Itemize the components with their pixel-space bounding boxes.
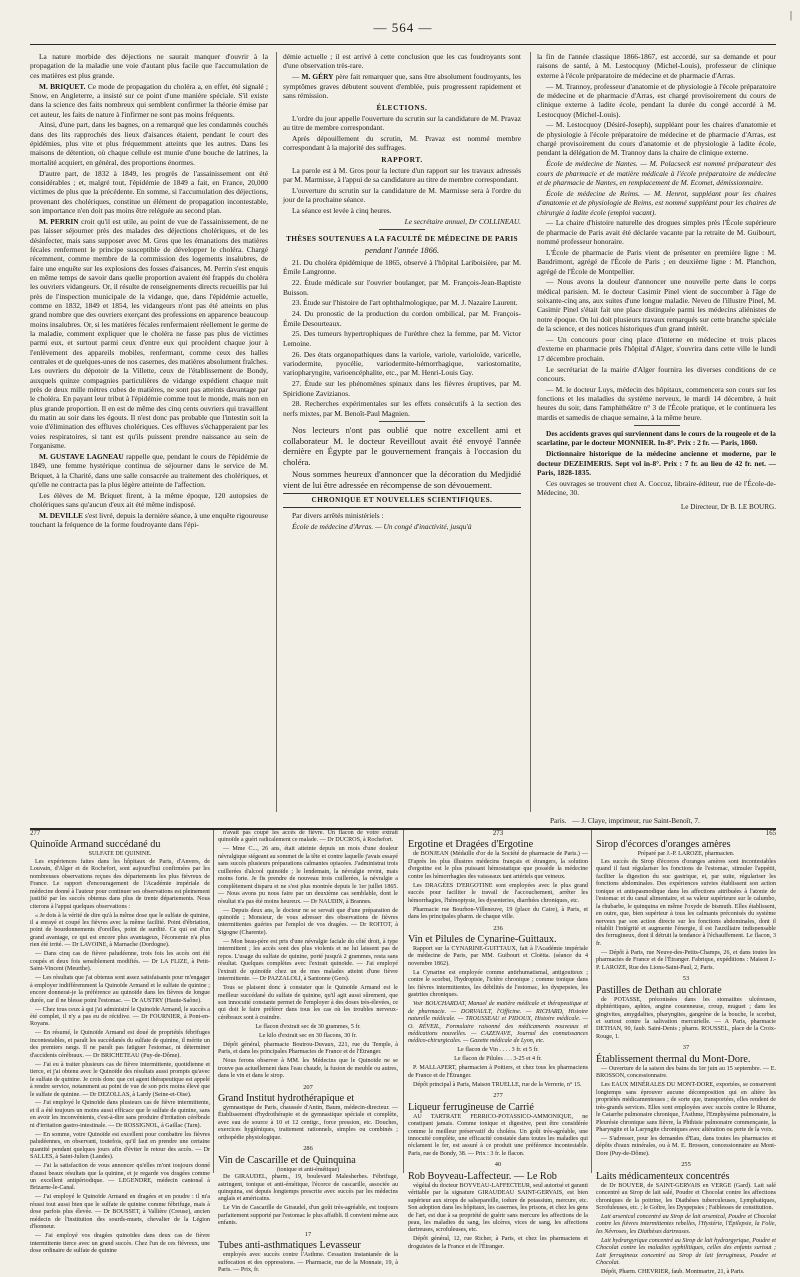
ad-text: — J'ai employé vos dragées quinoïdes dans deux cas de fièvre intermittente tierce avec un grand succès. Chez l'un de ces fiévreux, une dose ordinaire de sulfate de quinine: [30, 1233, 210, 1255]
ad-text: Dépôt général, 12, rue Richer, à Paris, et chez les pharmaciens et droguistes de la France et de l'Étranger.: [408, 1236, 588, 1250]
notice-paragraph: Nos lecteurs n'ont pas oublié que notre excellent ami et collaborateur M. le docteur Reveillout avait été envoyé l'année dernière en Égypte par le gouvernement français à l'occasion du choléra.: [283, 425, 521, 467]
ad-text: AU TARTRATE FERRICO-POTASSICO-AMMONIQUE, ne constipant jamais. Comme tonique et digestive, peut être considérée comme le meilleur préservatif du choléra. Un goût très-agréable, une innocuité complète, une efficacité constatée dans toutes les maladies qui réclament le fer, est assuré à ce produit une préférence incontestable. Paris, rue de Bondy, 38. — Prix : 3 fr. le flacon.: [408, 1113, 588, 1157]
imprint-city: Paris.: [550, 816, 567, 825]
book-notice: Dictionnaire historique de la médecine ancienne et moderne, par le docteur DEZEIMERIS. Sept vol in-8°. Prix : 7 fr. au lieu de 42 fr. net. — Paris, 1828-1835.: [537, 449, 776, 477]
ad-text: — Dépôt à Paris, rue Neuve-des-Petits-Champs, 26, et dans toutes les pharmacies de France et de l'Étranger. Fabrique, expéditions : Maison J.-P. LAROZE, Rue des Lions-Saint-Paul, 2, Paris.: [596, 949, 776, 971]
ad-column-2: [218, 830, 398, 1274]
paragraph: École de médecine de Reims. — M. Henrot, suppléant pour les chaires d'anatomie et de physiologie de Reims, est nommé suppléant pour les chaires de chirurgie à ladite école (emploi vacant).: [537, 188, 776, 217]
ad-number: 40: [494, 1161, 502, 1169]
ad-text: Le Vin de Cascarille de Giraudel, d'un goût très-agréable, est toujours parfaitement supporté par l'estomac le plus affaibli. Il convient même aux enfants.: [218, 1205, 398, 1227]
ad-price: Le flacon d'extrait sec de 30 grammes, 5 fr.: [255, 1023, 361, 1030]
ad-subtitle: (tonique et anti-émétique): [276, 1166, 340, 1173]
ad-laits-medicamenteux: [596, 1161, 776, 1276]
ad-text: Dépôt principal à Paris, Maison TRUELLE, rue de la Verrerie, n° 15.: [413, 1081, 582, 1088]
paragraph: Ces ouvrages se trouvent chez A. Coccoz, libraire-éditeur, rue de l'École-de-Médecine, 30.: [537, 478, 776, 498]
ad-price: Le kilo d'extrait sec en 30 flacons, 30 fr.: [259, 1032, 357, 1039]
ad-title: Laits médicamenteux concentrés: [596, 1170, 730, 1182]
ad-text: végétal du docteur BOYVEAU-LAFFECTEUR, seul autorisé et garanti véritable par la signature GIRAUDEAU SAINT-GERVAIS, est bien supérieur aux sirops de salsepareille, iodure de potassium, mercure, etc. Son adoption dans les hôpitaux, les casernes, les prisons, et chez les gens de l'art, est due à sa propriété de guérir sans mercure les affections de la peau, les maladies du sang, les ulcères, vices de sang, les affections dartreuses, scrofuleuses, etc.: [408, 1182, 588, 1234]
ad-text: Lait arsenical concentré au Sirop de lait arsenical, Poudre et Chocolat contre les fièvres intermittentes rebelles, l'Hystérie, l'Épilepsie, la Folie, les Névroses, les Diathèses dartreuses.: [596, 1214, 776, 1235]
imprint-text: — J. Claye, imprimeur, rue Saint-Benoît, 7.: [572, 816, 700, 825]
paragraph-text: rappelle que, pendant le cours de l'épidémie de 1849, une femme hystérique continua de séjourner dans le service de M. Briquet, à la Charité, dans une salle consacrée au traitement des cholériques, et qu'elle ne contracta pas la plus légère atteinte de l'affection.: [30, 451, 269, 489]
ad-text: — Ouverture de la saison des bains du 1er juin au 15 septembre. — E. BROSSON, concessionnaire.: [596, 1065, 776, 1080]
ad-rob-boyveau: [408, 1161, 588, 1251]
page-number: — 564 —: [373, 20, 433, 35]
header-rule: [30, 44, 776, 45]
ad-title: Quinoïde Armand succédané du: [30, 839, 161, 851]
ad-number: 207: [303, 1083, 313, 1091]
ad-column-4: [596, 830, 776, 1276]
thesis-entry: 28. Recherches expérimentales sur les effets consécutifs à la section des nerfs mixtes, par M. Benoît-Paul Magnien.: [283, 399, 521, 418]
paragraph-text: Ce mode de propagation du choléra a, en effet, été signalé ; Snow, en Angleterre, a insisté sur ce point d'une manière spéciale. S'il existe dans la science des faits nombreux qui semblent confirmer la théorie émise par cet auteur, les faits de nature à l'infirmer ne sont pas moins fréquents.: [30, 81, 268, 119]
section-subheading: pendant l'année 1866.: [364, 245, 440, 255]
paragraph: École de médecine de Nantes. — M. Polacseck est nommé préparateur des cours de pharmacie et de matière médicale à l'école préparatoire de médecine et de pharmacie de Nantes, en remplacement de M. Ecomet, démissionnaire.: [537, 159, 776, 187]
ad-quinoide-continued: [218, 830, 398, 1081]
paragraph: [30, 82, 268, 119]
paragraph: — M. Lestocquoy (Désiré-Joseph), suppléant pour les chaires d'anatomie et de physiologie à l'école préparatoire de médecine et de pharmacie d'Arras, est chargé provisoirement du cours d'anatomie et de physiologie à ladite école, pendant la délégation de M. Trannoy dans la chaire de clinique externe.: [537, 120, 776, 158]
ad-sirop-oranges: [596, 839, 776, 972]
ad-liqueur-carrie: [408, 1092, 588, 1158]
ad-subtitle: SULFATE DE QUININE.: [88, 851, 152, 858]
ad-text: Dépôt, Pharm. CHEVRIER, faub. Montmartre, 21, à Paris.: [601, 1269, 745, 1276]
ad-text: — S'adresser, pour les demandes d'Eau, dans toutes les pharmacies et dépôts d'eaux minérales, ou à M. E. Brosson, concessionnaire au Mont-Dore (Puy-de-Dôme).: [596, 1135, 776, 1157]
ad-title: Grand Institut hydrothérapique et: [218, 1092, 355, 1104]
ad-text: — J'ai employé le Quinoïde Armand en dragées et en poudre : il m'a réussi tout aussi bien que le sulfate de quinine comme fébrifuge, mais à dose parfois plus élevée. — Dr BOUSSET, à Vallière (Creuse), ancien médecin de l'institution des sourds-muets, chevalier de la Légion d'honneur.: [30, 1194, 210, 1231]
ad-title: Pastilles de Dethan au chlorate: [596, 984, 722, 996]
secretary-signature: Le secrétaire annuel, Dr COLLINEAU.: [404, 217, 521, 226]
paragraph: [30, 217, 268, 451]
column-3: [537, 52, 776, 812]
section-heading-chronique: CHRONIQUE ET NOUVELLES SCIENTIFIQUES.: [283, 493, 521, 508]
ad-text: Les DRAGÉES D'ERGOTINE sont employées avec le plus grand succès pour faciliter le travail de l'accouchement, arrêter les hémorrhagies, l'hémoptysie, les dysenteries, diarrhées chroniques, etc.: [408, 882, 588, 904]
ad-subtitle: Préparé par J.-P. LAROZE, pharmacien.: [637, 851, 735, 858]
paragraph: [30, 511, 268, 530]
paragraph: Le secrétariat de la mairie d'Alger fournira les diverses conditions de ce concours.: [537, 364, 776, 383]
paragraph: École de médecine d'Arras. — Un congé d'inactivité, jusqu'à: [292, 522, 472, 532]
ad-number: 37: [682, 1044, 690, 1052]
paragraph: [30, 452, 268, 489]
ad-title: Vin de Cascarille et de Quinquina: [218, 1154, 356, 1166]
thesis-entry: 21. Du choléra épidémique de 1865, observé à l'hôpital Lariboisière, par M. Émile Langronne.: [283, 258, 521, 277]
ad-text: Lait hydrargyrique concentré au Sirop de lait hydrargyrique, Poudre et Chocolat contre les maladies syphilitiques, celles des enfants surtout ; Lait ferrugineux concentré au Sirop de lait ferrugineux, Poudre et Chocolat.: [596, 1237, 776, 1267]
speaker-name: M. DEVILLE: [39, 511, 83, 520]
ad-text: — Chez tous ceux à qui j'ai administré le Quinoïde Armand, le succès a été complet, il n'y a pas eu de récidive. — Dr FOURNIER, à Pont-en-Royans.: [30, 1006, 210, 1028]
section-heading-rapport: RAPPORT.: [381, 155, 423, 165]
ad-ergotine: [408, 839, 588, 921]
paragraph: La nature morbide des déjections ne saurait manquer d'ouvrir à la propagation de la maladie une voie d'autant plus facile que l'accumulation de ces matières est plus grande.: [30, 52, 268, 80]
divider: [379, 229, 425, 230]
ad-text: Les succès du Sirop d'écorces d'oranges amères sont incontestables quand il faut régulariser les fonctions de l'estomac, stimuler l'appétit, faciliter la digestion du suc gastrique, et, par suite, régulariser les fonctions abdominales. Des expériences suivies établissent son action tonique et antispasmodique dans les affections attribuées à l'atonie de l'estomac et du canal alimentaire, et sa valeur supérieure sur le calumbo, la rhubarbe, le quinquina en même l'oxyde de bismuth. Elles établissent, en outre, que, bien supérieur à tous les calmants préconisés du système nerveux par son action directe sur les fonctions abdominales, dont il rétablit l'intégrité et augmente l'énergie, il est l'auxiliaire indispensable des ferrugineux, dont il détruit la tendance à l'échauffement. Le flacon, 3 fr.: [596, 858, 776, 947]
ad-quinoide-armand: [30, 839, 210, 1255]
running-head: [30, 10, 792, 40]
paragraph: L'ordre du jour appelle l'ouverture du scrutin sur la candidature de M. Pravaz au titre de membre correspondant.: [283, 113, 521, 132]
ad-title: Sirop d'écorces d'oranges amères: [596, 839, 731, 851]
speaker-name: M. BRIQUET.: [39, 81, 86, 91]
ad-text: de BONJEAN (Médaille d'or de la Société de pharmacie de Paris.) — D'après les plus illustres médecins français et étrangers, la solution d'ergotine est le plus puissant hémostatique que possède la médecine contre les hémorrhagies des vaisseaux tant artériels que veineux.: [408, 851, 588, 880]
thesis-entry: 24. Du pronostic de la production du cordon ombilical, par M. François-Émile Desourteaux.: [283, 309, 521, 328]
ad-text: — Mme C..., 26 ans, était atteinte depuis un mois d'une douleur névralgique siégeant au sommet de la tête et contre laquelle j'avais essayé sans succès plusieurs préparations calmantes opiacées. J'administrai trois cuillerées d'alcool quinoïde ; le lendemain, la névralgie revint, mais moins forte. Je fis prendre de nouveau trois cuillerées, la névralgie a complètement disparu et ne s'est plus montrée depuis le 1er juillet 1865. — Nous avons pu nous faire par un deuxième cas semblable, dont le résultat n'a pas été moins heureux. — Dr NAUDIN, à Brannes.: [218, 846, 398, 905]
ad-tubes-levasseur: [218, 1231, 398, 1275]
ad-text: P. MALLAPERT, pharmacien à Poitiers, et chez tous les pharmaciens de France et de l'Étranger.: [408, 1065, 588, 1079]
ad-cynarine: [408, 925, 588, 1090]
ad-institut-hydrotherapique: [218, 1084, 398, 1143]
ad-text: De GIRAUDEL, pharm., 19, boulevard Malesherbes. Fébrifuge, astringent, tonique et anti-émétique, l'écorce de cascarille, associée au quinquina, est depuis longtemps prescrite avec succès par les médecins anglais et américains.: [218, 1174, 398, 1203]
section-heading-elections: ÉLECTIONS.: [376, 103, 428, 113]
paragraph: la fin de l'année classique 1866-1867, est accordé, sur sa demande et pour raisons de santé, à M. Lestocquoy (Michel-Louis), professeur de clinique externe à l'école préparatoire de médecine et de pharmacie d'Arras.: [537, 52, 776, 80]
paragraph-text: s'est livré, depuis la dernière séance, à une enquête rigoureuse touchant la fréquence de la forme foudroyante dans l'épi-: [30, 511, 268, 530]
divider: [634, 425, 680, 426]
ad-mont-dore: [596, 1044, 776, 1158]
paragraph-text: père fait remarquer que, sans être absolument foudroyants, les symptômes graves débutent souvent d'emblée, puis progressent rapidement et sans rémission.: [283, 72, 521, 100]
paragraph: Après dépouillement du scrutin, M. Pravaz est nommé membre correspondant à la majorité des suffrages.: [283, 133, 521, 153]
book-notice: Des accidents graves qui surviennent dans le cours de la rougeole et de la scarlatine, par le docteur MONNIER. In-8°. Prix : 2 fr. — Paris, 1860.: [537, 429, 776, 448]
paragraph: D'autre part, de 1832 à 1849, les progrès de l'assainissement ont été considérables ; et, malgré tout, l'épidémie de 1849 a fait, en France, 20,000 victimes de plus que la précédente. En somme, si l'accumulation des déjections, provenant des cholériques, constitue un élément de propagation incontestable, son importance n'en doit pas moins être reléguée au second plan.: [30, 168, 268, 215]
corner-mark: |: [789, 10, 792, 21]
paragraph: La parole est à M. Gros pour la lecture d'un rapport sur les travaux adressés par M. Marmisse, à l'appui de sa candidature au titre de membre correspondant.: [283, 165, 521, 185]
ad-text: Tous se plaisent donc à constater que le Quinoïde Armand est le meilleur succédané du sulfate de quinine, qu'il agit aussi sûrement, que son innocuité constante permet de l'employer à des doses très-élevées, ce qui doit le faire préférer dans tous les cas où les troubles nerveux-cérébraux sont à craindre.: [218, 985, 398, 1021]
ad-title: Rob Boyveau-Laffecteur. — Le Rob: [408, 1170, 557, 1182]
ad-text: Les expériences faites dans les hôpitaux de Paris, d'Anvers, de Louvain, d'Alger et de Rochefort, sont aujourd'hui confirmées par les nombreuses observations reçues des départements les plus fiévreux de France. Le rapport d'encouragement de l'Académie impériale de médecine donné à l'auteur pour continuer ses observations est pleinement justifié par les succès obtenus dans plus de trente départements. Nous citerons à l'appui quelques observations :: [30, 858, 210, 910]
thesis-entry: 26. Des états organopathiques dans la variole, variole, varioloïde, varicelle, variodermite, pyocélie, variodermite-hémorrhagique, variostomatite, variopharyngite, varioencéphalite, etc., par M. Henri-Louis Gay.: [283, 349, 521, 378]
notice-paragraph: Nous sommes heureux d'annoncer que la décoration du Medjidié vient de lui être adressée en récompense de son dévouement.: [283, 468, 521, 490]
speaker-name: M. GUSTAVE LAGNEAU: [39, 451, 124, 461]
paragraph: La séance est levée à cinq heures.: [292, 206, 392, 216]
ad-title: Vin et Pilules de Cynarine-Guittaux.: [408, 933, 557, 945]
speaker-name: M. GÉRY: [301, 72, 334, 82]
divider: [379, 421, 425, 422]
ad-title: Établissement thermal du Mont-Dore.: [596, 1053, 751, 1065]
section-heading-theses: THÈSES SOUTENUES A LA FACULTÉ DE MÉDECINE DE PARIS: [286, 234, 518, 244]
ad-text: employés avec succès contre l'Asthme. Cessation instantanée de la suffocation et des oppressions. — Pharmacie, rue de la Monnaie, 19, à Paris. — Prix, fr.: [218, 1252, 398, 1274]
ad-text: Pharmacie rue Bourbon-Villeneuve, 19 (place du Caire), à Paris, et dans les principales pharm. de chaque ville.: [408, 906, 588, 921]
ad-text: — En résumé, le Quinoïde Armand est doué de propriétés fébrifuges incontestables, et paraît les succédanés du sulfate de quinine, il mérite un des premiers rangs. Il ne paraît pas fatiguer l'estomac, ni déterminer d'accidents cérébraux. — Dr BRICHETEAU (Puy-de-Dôme).: [30, 1030, 210, 1059]
journal-page: [30, 10, 792, 1276]
ad-pastilles-dethan: [596, 975, 776, 1041]
ad-number: 255: [681, 1161, 691, 1169]
ad-text: — Depuis deux ans, le docteur ne se servait que d'une préparation de quinoïde ; Monsieur, de vous adresser des observations de fièvres intermittentes guéries par l'emploi de vos dragées. — Dr ROITOT, à Sigogne (Charente).: [218, 907, 398, 936]
thesis-entry: 25. Des tumeurs hypertrophiques de l'urèthre chez la femme, par M. Victor Lemoine.: [283, 329, 521, 348]
director-signature: Le Directeur, Dr B. LE BOURG.: [680, 503, 776, 512]
ad-text: — Dans cinq cas de fièvre paludéenne, trois fois les accès ont été coupés et deux fois sensiblement modifiés. — Dr LA FLIZE, à Petit-Saint-Vincent (Meurthe).: [30, 951, 210, 973]
ad-number: 277: [493, 1092, 503, 1100]
paragraph: L'École de pharmacie de Paris vient de présenter en première ligne : M. Baudrimont, agrégé de l'École de Paris ; en deuxième ligne : M. Planchon, agrégé de l'École de Montpellier.: [537, 247, 776, 276]
column-1: [30, 52, 268, 812]
paragraph: — Nous avons la douleur d'annoncer une nouvelle perte dans le corps médical parisien. M. le docteur Casimir Pinel vient de succomber à l'âge de soixante-cinq ans, aux suites d'une longue maladie. Neveu de l'illustre Pinel, M. Casimir Pinel s'était fait une place distinguée parmi les médecins aliénistes de notre époque. On lui doit plusieurs travaux remarqués sur cette branche spéciale de la science, et des notices historiques d'un grand intérêt.: [537, 277, 776, 334]
ad-number: 236: [493, 924, 503, 932]
ad-text: de POTASSE, préconisées dans les stomatites ulcéreuses, diphtéritiques, aphtes, angine couenneuse, croup, muguet ; dans les gingivites, amygdalites, pharyngites, gangrène de la bouche, le scorbut, et surtout contre la salivation mercurielle. — A Paris, pharmacie DETHAN, 90, faub. Saint-Denis ; pharm. ROUSSEL, place de la Croix-Rouge, 1.: [596, 996, 776, 1040]
ad-title: Tubes anti-asthmatiques Levasseur: [218, 1240, 361, 1252]
ad-number: 277: [30, 830, 41, 837]
paragraph-text: croit qu'il est utile, au point de vue de l'assainissement, de ne pas laisser séjourner près des malades des déjections cholériques, et de les désinfecter, mais sans supposer avec M. Gros que les émanations des matières fécales renferment le principe susceptible de développer le choléra. Chargé récemment, comme membre de la commission des logements insalubres, de faire une enquête sur les explosions des fosses d'aisances, M. Perrin s'est enquis en même temps de savoir dans quelle proportion avaient été frappés du choléra les ouvriers vidangeurs. Or, il résulte de renseignements directs recueillis par lui près de l'inspection municipale de la vidange, que, dans l'épidémie actuelle, comme en 1832, 1849 et 1854, les vidangeurs n'ont pas été atteints en plus grand nombre que des ouvriers exerçant des professions en apparence beaucoup moins insalubres. Or, si les matières fécales renfermaient réellement le germe de la maladie, comment expliquer que le choléra ne fasse pas plus de victimes parmi eux, et surtout parmi ceux d'entre eux qui procèdent chaque jour à l'enlèvement des appareils mobiles, renfermant, comme ceux des halles centrales et de quelques-unes de nos casernes, des matières absolument fraîches. Les ouvriers du dépotoir de la Villette, ceux de l'établissement de Bondy, auxquels quinze compagnies particulières de vidange expédient chaque nuit près de deux mille mètres cubes de matières, ne sont pas atteints davantage par le choléra. En payant leur tribut à l'épidémie comme tout le monde, mais non en plus grande proportion. Il en est de même des cinq cents ouvriers qui travaillent du matin au soir dans les égouts. Il n'est donc pas probable que l'intestin soit la voie d'élimination des effluves cholériques. Ces effluves s'échapperaient par les voies respiratoires, si tant est qu'ils puissent prendre naissance au sein de l'organisme.: [30, 216, 268, 451]
ad-number: 165: [765, 830, 776, 837]
paragraph: L'ouverture du scrutin sur la candidature de M. Marmisse sera à l'ordre du jour de la prochaine séance.: [283, 185, 521, 205]
ad-number: 53: [682, 975, 690, 983]
article-columns: [30, 52, 776, 812]
ad-text: de Dr BOUYER, de SAINT-GERVAIS en VERGE (Gard). Lait salé concentré au Sirop de lait salé, Poudre et Chocolat contre les affections chroniques de la poitrine, les Diathèses tuberculeuses, Lymphatiques, Scrofuleuses, etc. ; le Goître, les Dyspepsies ; Faiblesses de constitution.: [596, 1182, 776, 1212]
ad-number: 273: [492, 830, 504, 837]
ad-price: Le flacon de Pilules . . . 3-25 et 4 fr.: [454, 1056, 542, 1063]
ad-column-1: [30, 830, 210, 1255]
ad-text: — Les résultats que j'ai obtenus sont assez satisfaisants pour m'engager à employer indifféremment la Quinoïde Armand et le sulfate de quinine ; encore donnerai-je la préférence au quinoïde dans les fièvres de longue durée, car il ne blesse point l'estomac. — Dr AUSTRY (Haute-Saône).: [30, 975, 210, 1004]
ad-column-3: [408, 830, 588, 1250]
ad-vin-cascarille: [218, 1145, 398, 1228]
ad-number: 17: [304, 1230, 312, 1238]
thesis-entry: 22. Étude médicale sur l'ouvrier boulanger, par M. François-Jean-Baptiste Buisson.: [283, 278, 521, 297]
paragraph: — Un concours pour cinq place d'interne en médecine et trois places d'externe en pharmacie près l'hôpital d'Alger, s'ouvrira dans cette ville le lundi 17 décembre prochain.: [537, 334, 776, 363]
paragraph: — M. le docteur Luys, médecin des hôpitaux, commencera son cours sur les fonctions et les maladies du système nerveux, le mardi 14 décembre, à huit heures du soir, dans l'amphithéâtre n° 3 de l'École pratique, et le continuera les mardis et samedis de chaque semaine, à la même heure.: [537, 384, 776, 422]
ad-text: Rapport sur la CYNARINE-GUITTAUX, fait à l'Académie impériale de médecine de Paris, par MM. Guibourt et Cloëtta. (séance du 4 novembre 1862).: [408, 945, 588, 967]
ad-text: Voir BOUCHARDAT, Manuel de matière médicale et thérapeutique et de pharmacie. — DORVAULT, l'Officine. — RICHARD, Histoire naturelle médicale. — TROUSSEAU et PIDOUX, Histoire médicale. — O. RÉVEIL, Formulaire raisonné des médicaments nouveaux et médications nouvelles. — CAZENAVE, Journal des connaissances médico-chirurgicales. — Gazette médicale de Lyon, etc.: [408, 1001, 588, 1045]
ad-title: Liqueur ferrugineuse de Carrié: [408, 1101, 534, 1113]
ad-text: gymnastique de Paris, chaussée d'Antin, Baum, médecin-directeur. — Établissement d'hydrothérapie et de gymnastique spéciale et complète, avec eau de source à 10 et 12 centigr., force pression, etc. Douches, exercices hygiéniques, traitement rationnels, simples ou combinés ; orthopédie physiologique.: [218, 1104, 398, 1141]
thesis-entry: 27. Étude sur les phénomènes spinaux dans les fièvres éruptives, par M. Spiridione Zavizianos.: [283, 379, 521, 398]
advertisements: [30, 830, 776, 1276]
ad-text: Les EAUX MINÉRALES DU MONT-DORE, exportées, se conservent longtemps sans éprouver aucune décomposition qui en altère les propriétés médicamenteuses ; de sorte que, transportées, elles rendent de très-grands services. Elles sont employées avec succès contre le Rhume, le Catarrhe pulmonaire chronique, l'Asthme, l'Emphysème pulmonaire, la Pleurésie chronique sans fièvre, la Phthisie pulmonaire commençante, la Pharyngite et la Laryngite chroniques avec altération ou perte de la voix.: [596, 1082, 776, 1133]
ad-title: Ergotine et Dragées d'Ergotine: [408, 839, 534, 851]
paragraph: Ainsi, d'une part, dans les bagnes, on a remarqué que les condamnés couchés dans des lits rapprochés des lieux d'aisances étaient, pendant le court des épidémies, plus vite et plus fréquemment atteints que les autres. Dans les maisons de détention, où chaque cellule est munie d'une bouche de latrines, la mortalité acquiert, en général, des proportions énormes.: [30, 120, 268, 167]
paragraph: — M. Trannoy, professeur d'anatomie et de physiologie à l'école préparatoire de médecine et de pharmacie d'Arras, est chargé provisoirement du cours de clinique externe à ladite école, pendant la durée du congé accordé à M. Lestocquoy (Michel-Louis).: [537, 81, 776, 119]
ad-text: « Je dois à la vérité de dire qu'à la même dose que le sulfate de quinine, il a enrayé et coupé les fièvres avec la même facilité. Point d'ébriation, point de bourdonnements d'oreilles, point de surdité. Ce qui est d'un grand avantage, ce qui est encore plus avantageux, l'économie n'a plus rien été irrité. — Dr LAVOINE, à Marnache (Dordogne).: [30, 912, 210, 949]
paragraph: — La chaire d'histoire naturelle des drogues simples près l'École supérieure de pharmacie de Paris avait été déclarée vacante par la retraite de M. Guibourt, nommé professeur honoraire.: [537, 218, 776, 247]
ad-text: Dépôt général, pharmacie Boutrou-Duvaux, 221, rue du Temple, à Paris, et dans les principales Pharmacies de France et de l'Étranger.: [218, 1041, 398, 1056]
printer-imprint: [550, 816, 704, 825]
ad-text: n'avait pas coupé les accès de fièvre. Un flacon de votre extrait quinoïde a guéri radicalement ce malade. — Dr DUCROS, à Rochefort.: [218, 830, 398, 844]
speaker-name: M. PERRIN: [39, 216, 79, 226]
paragraph: démie actuelle ; il est arrivé à cette conclusion que les cas foudroyants sont d'une observation très-rare.: [283, 52, 521, 71]
paragraph: Les élèves de M. Briquet firent, à la même époque, 120 autopsies de cholériques sans qu'aucun d'eux ait été même indisposé.: [30, 490, 268, 510]
paragraph: — M. GÉRY père fait remarquer que, sans être absolument foudroyants, les symptômes graves débutent souvent d'emblée, puis progressent rapidement et sans rémission.: [283, 72, 521, 100]
thesis-entry: 23. Étude sur l'histoire de l'art ophthalmologique, par M. J. Nazaire Laurent.: [292, 298, 518, 308]
ad-text: — Mon beau-père est pris d'une névralgie faciale du côté droit, à type intermittent ; les accès sont des plus violents et ne lui laissent pas de repos. L'usage du sulfate de quinine, porté jusqu'à 2 grammes, resta sans résultat. Quelques complètes avec l'extrait quinoïde. — J'ai employé l'extrait de quinoïde chez un de mes malades atteint d'une fièvre intermittente. — Dr PAZZALOLI, à Santonne (Gers).: [218, 938, 398, 983]
ad-text: La Cynarine est employée comme antirhumatismal, antigoutteux ; contre le scorbut, l'hydropisie, l'ictère chronique ; comme tonique dans les fièvres intermittentes, les débilités de l'estomac, les dyspepsies, les gastrites chroniques.: [408, 969, 588, 999]
ad-text: — J'ai la satisfaction de vous annoncer qu'elles m'ont toujours donné d'aussi beaux résultats que la quinine, et je regarde vos dragées comme un excellent antipériodique. — LEGENDRE, médecin cantonal à Brizarne-le-Canal.: [30, 1163, 210, 1192]
ad-text: — J'ai employé le Quinoïde dans plusieurs cas de fièvre intermittente, et il a été toujours un moins aussi efficace que le sulfate de quinine, sans en avoir les inconvénients, c'est-à-dire sans produire d'irritation cérébrale ni d'irritation gastro-intestinale. — Dr ROSSIGNOL, à Gaillac (Tarn).: [30, 1100, 210, 1129]
ad-text: — En somme, votre Quinoïde est excellent pour combattre les fièvres paludéennes, en observant, toutefois, qu'il faut en prendre une certaine quantité pendant quelques jours afin d'éviter le retour des accès. — Dr SALLES, à Saint-Julien (Landes).: [30, 1131, 210, 1161]
paragraph: Par divers arrêtés ministériels :: [292, 511, 384, 521]
ad-text: Nous ferons observer à MM. les Médecins que le Quinoïde ne se trouve pas actuellement dans l'eau chaude, la fusion de meuble ou autres, dans le vin et dans le sirop.: [218, 1058, 398, 1080]
ad-price: Le flacon de Vin . . . . 3 fr. et 5 fr.: [457, 1047, 539, 1054]
ad-text: — J'ai eu à traiter plusieurs cas de fièvre intermittente, quotidienne et tierce, et j'ai obtenu avec le Quinoïde des résultats aussi prompts qu'avec le sulfate de quinine. Je crois donc que cet agent thérapeutique est appelé à rendre service, notamment au point de vue de son prix moins élevé que le sulfate de quinine. — Dr DEZOLLAS, à Lardy (Seine-et-Oise).: [30, 1061, 210, 1098]
column-2: [283, 52, 521, 812]
ad-number: 286: [303, 1145, 313, 1153]
